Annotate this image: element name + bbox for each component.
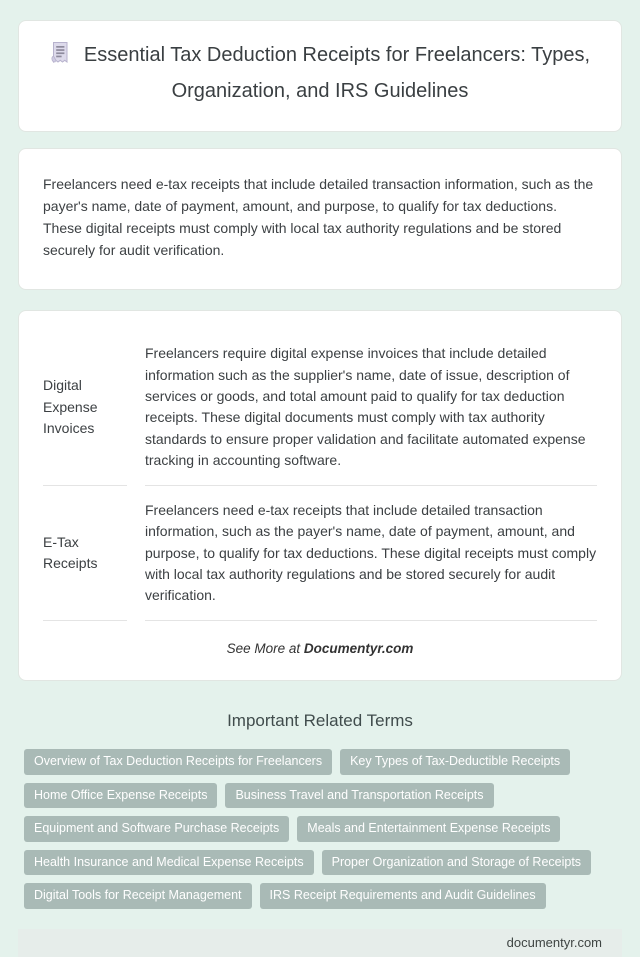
see-more-brand-link[interactable]: Documentyr.com <box>303 641 414 657</box>
intro-card <box>18 148 622 290</box>
related-term-tag[interactable]: Key Types of Tax-Deductible Receipts <box>340 749 570 775</box>
definition-cell: Freelancers require digital expense invoices that include detailed information such as the supplier's name, date of issue, description of services or goods, and total amount paid to qualify for tax deduction receipts. These digital documents must comply with tax authority standards to ensure proper validation and facilitate automated expense tracking in accounting software. <box>145 329 597 486</box>
receipt-icon <box>50 41 70 75</box>
table-row <box>43 329 597 486</box>
footer-site-label: documentyr.com <box>506 935 602 951</box>
related-term-tag[interactable]: Proper Organization and Storage of Receipts <box>322 850 591 876</box>
related-term-tag[interactable]: Equipment and Software Purchase Receipts <box>24 816 289 842</box>
definition-cell: Freelancers need e-tax receipts that include detailed transaction information, such as the payer's name, date of payment, amount, and purpose, to qualify for tax deductions. These digital receipts must comply with local tax authority regulations and be stored securely for audit verification. <box>145 486 597 621</box>
related-term-tag[interactable]: Home Office Expense Receipts <box>24 783 217 809</box>
see-more-line <box>43 641 597 656</box>
term-cell: Digital Expense Invoices <box>43 329 127 486</box>
related-term-tag[interactable]: Digital Tools for Receipt Management <box>24 883 252 909</box>
title-card <box>18 20 622 132</box>
page-title <box>45 39 595 107</box>
related-term-tag[interactable]: Meals and Entertainment Expense Receipts <box>297 816 560 842</box>
see-more-prefix: See More at <box>226 641 304 657</box>
related-term-tag[interactable]: Overview of Tax Deduction Receipts for Freelancers <box>24 749 332 775</box>
related-terms-tags <box>18 749 622 909</box>
intro-paragraph: Freelancers need e-tax receipts that include detailed transaction information, such as the payer's name, date of payment, amount, and purpose, to qualify for tax deductions. These digital receipts must comply with local tax authority regulations and be stored securely for audit verification. <box>43 176 594 259</box>
related-term-tag[interactable]: Health Insurance and Medical Expense Receipts <box>24 850 314 876</box>
related-term-tag[interactable]: Business Travel and Transportation Receipts <box>225 783 493 809</box>
table-row <box>43 486 597 621</box>
related-term-tag[interactable]: IRS Receipt Requirements and Audit Guidelines <box>260 883 546 909</box>
definitions-card <box>18 310 622 681</box>
page-title-text: Essential Tax Deduction Receipts for Freelancers: Types, Organization, and IRS Guidelines <box>83 44 591 102</box>
footer-bar <box>18 929 622 957</box>
term-cell: E-Tax Receipts <box>43 486 127 621</box>
related-terms-heading: Important Related Terms <box>227 711 413 731</box>
